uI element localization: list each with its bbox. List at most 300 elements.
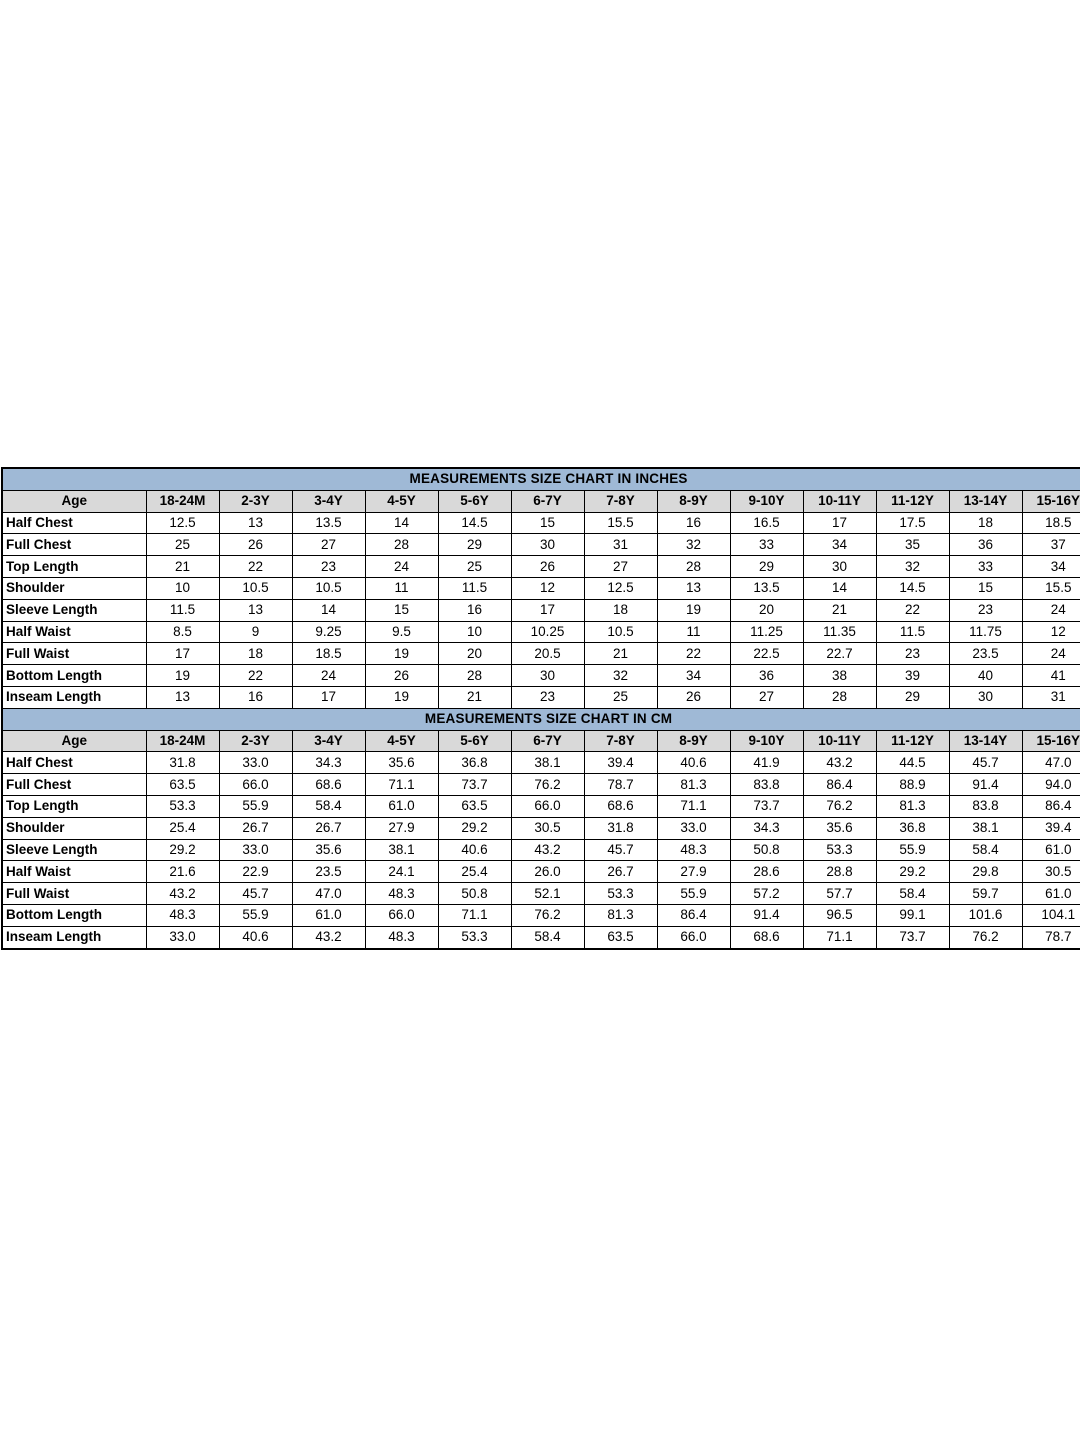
- age-header-row-cm: [2, 730, 1080, 752]
- measurement-value: 27.9: [365, 817, 438, 839]
- age-column-header: 11-12Y: [876, 490, 949, 512]
- measurement-value: 25.4: [438, 861, 511, 883]
- measurement-label: Half Chest: [2, 752, 146, 774]
- measurement-value: 101.6: [949, 904, 1022, 926]
- measurement-value: 68.6: [292, 774, 365, 796]
- measurement-value: 20: [438, 643, 511, 665]
- table-row: [2, 883, 1080, 905]
- measurement-value: 40.6: [657, 752, 730, 774]
- measurement-value: 31: [584, 534, 657, 556]
- measurement-value: 14.5: [876, 577, 949, 599]
- measurement-value: 61.0: [1022, 839, 1080, 861]
- measurement-label: Full Chest: [2, 774, 146, 796]
- measurement-value: 83.8: [730, 774, 803, 796]
- measurement-value: 33: [730, 534, 803, 556]
- measurement-value: 19: [146, 665, 219, 687]
- measurement-value: 66.0: [219, 774, 292, 796]
- measurement-value: 30: [803, 556, 876, 578]
- age-column-header: 5-6Y: [438, 490, 511, 512]
- measurement-value: 55.9: [657, 883, 730, 905]
- measurement-value: 27: [730, 686, 803, 708]
- measurement-value: 17: [511, 599, 584, 621]
- size-chart-body: [2, 468, 1080, 949]
- age-header-label: Age: [2, 490, 146, 512]
- age-header-row-inches: [2, 490, 1080, 512]
- measurement-value: 86.4: [1022, 795, 1080, 817]
- measurement-value: 21: [803, 599, 876, 621]
- measurement-value: 71.1: [657, 795, 730, 817]
- age-column-header: 7-8Y: [584, 730, 657, 752]
- measurement-value: 10.5: [292, 577, 365, 599]
- measurement-value: 13: [219, 512, 292, 534]
- measurement-value: 81.3: [657, 774, 730, 796]
- measurement-value: 13.5: [292, 512, 365, 534]
- measurement-value: 11.5: [438, 577, 511, 599]
- measurement-value: 76.2: [511, 904, 584, 926]
- size-chart: [1, 467, 1078, 950]
- measurement-value: 15: [949, 577, 1022, 599]
- measurement-value: 23: [949, 599, 1022, 621]
- measurement-value: 86.4: [803, 774, 876, 796]
- measurement-value: 71.1: [438, 904, 511, 926]
- measurement-value: 27.9: [657, 861, 730, 883]
- measurement-value: 39.4: [1022, 817, 1080, 839]
- measurement-value: 25: [146, 534, 219, 556]
- measurement-value: 21: [146, 556, 219, 578]
- measurement-value: 28.8: [803, 861, 876, 883]
- measurement-value: 11: [365, 577, 438, 599]
- measurement-value: 104.1: [1022, 904, 1080, 926]
- measurement-value: 30: [949, 686, 1022, 708]
- age-column-header: 13-14Y: [949, 730, 1022, 752]
- measurement-value: 11: [657, 621, 730, 643]
- measurement-value: 29: [730, 556, 803, 578]
- measurement-value: 28.6: [730, 861, 803, 883]
- measurement-value: 45.7: [219, 883, 292, 905]
- measurement-value: 91.4: [949, 774, 1022, 796]
- measurement-value: 38: [803, 665, 876, 687]
- measurement-value: 81.3: [876, 795, 949, 817]
- measurement-value: 96.5: [803, 904, 876, 926]
- measurement-value: 14: [292, 599, 365, 621]
- measurement-value: 11.35: [803, 621, 876, 643]
- measurement-value: 10: [438, 621, 511, 643]
- measurement-label: Bottom Length: [2, 665, 146, 687]
- table-row: [2, 599, 1080, 621]
- measurement-value: 21: [438, 686, 511, 708]
- measurement-value: 53.3: [584, 883, 657, 905]
- measurement-label: Sleeve Length: [2, 599, 146, 621]
- measurement-label: Full Chest: [2, 534, 146, 556]
- measurement-value: 61.0: [1022, 883, 1080, 905]
- measurement-value: 13: [146, 686, 219, 708]
- measurement-value: 33.0: [219, 839, 292, 861]
- measurement-value: 32: [657, 534, 730, 556]
- measurement-value: 22: [219, 665, 292, 687]
- age-column-header: 2-3Y: [219, 490, 292, 512]
- measurement-value: 34.3: [292, 752, 365, 774]
- measurement-value: 18.5: [292, 643, 365, 665]
- table-row: [2, 817, 1080, 839]
- measurement-value: 76.2: [803, 795, 876, 817]
- measurement-label: Half Waist: [2, 861, 146, 883]
- measurement-value: 29.2: [876, 861, 949, 883]
- measurement-value: 50.8: [730, 839, 803, 861]
- measurement-value: 53.3: [146, 795, 219, 817]
- measurement-value: 26.0: [511, 861, 584, 883]
- measurement-value: 43.2: [803, 752, 876, 774]
- measurement-value: 45.7: [949, 752, 1022, 774]
- measurement-value: 17: [803, 512, 876, 534]
- measurement-value: 63.5: [438, 795, 511, 817]
- measurement-value: 63.5: [584, 926, 657, 948]
- measurement-value: 86.4: [657, 904, 730, 926]
- measurement-value: 19: [657, 599, 730, 621]
- measurement-value: 26: [511, 556, 584, 578]
- measurement-value: 16: [438, 599, 511, 621]
- measurement-value: 14: [803, 577, 876, 599]
- measurement-value: 11.5: [876, 621, 949, 643]
- table-row: [2, 752, 1080, 774]
- measurement-value: 33: [949, 556, 1022, 578]
- age-column-header: 4-5Y: [365, 490, 438, 512]
- measurement-value: 99.1: [876, 904, 949, 926]
- measurement-value: 16: [219, 686, 292, 708]
- chart-title-inches: MEASUREMENTS SIZE CHART IN INCHES: [2, 468, 1080, 490]
- measurement-value: 25: [584, 686, 657, 708]
- age-column-header: 7-8Y: [584, 490, 657, 512]
- measurement-label: Sleeve Length: [2, 839, 146, 861]
- measurement-value: 19: [365, 686, 438, 708]
- measurement-value: 12: [1022, 621, 1080, 643]
- measurement-value: 22: [876, 599, 949, 621]
- measurement-value: 81.3: [584, 904, 657, 926]
- age-column-header: 3-4Y: [292, 730, 365, 752]
- measurement-value: 11.25: [730, 621, 803, 643]
- age-column-header: 11-12Y: [876, 730, 949, 752]
- measurement-value: 11.75: [949, 621, 1022, 643]
- measurement-value: 48.3: [365, 883, 438, 905]
- measurement-value: 35.6: [803, 817, 876, 839]
- measurement-value: 39.4: [584, 752, 657, 774]
- measurement-value: 53.3: [438, 926, 511, 948]
- chart-title-cm: MEASUREMENTS SIZE CHART IN CM: [2, 708, 1080, 730]
- measurement-value: 19: [365, 643, 438, 665]
- measurement-value: 17: [292, 686, 365, 708]
- measurement-value: 57.2: [730, 883, 803, 905]
- measurement-value: 34: [657, 665, 730, 687]
- measurement-value: 71.1: [803, 926, 876, 948]
- measurement-label: Full Waist: [2, 883, 146, 905]
- age-column-header: 18-24M: [146, 730, 219, 752]
- measurement-value: 26: [657, 686, 730, 708]
- table-row: [2, 665, 1080, 687]
- age-column-header: 10-11Y: [803, 490, 876, 512]
- measurement-value: 43.2: [146, 883, 219, 905]
- table-row: [2, 904, 1080, 926]
- measurement-value: 59.7: [949, 883, 1022, 905]
- table-row: [2, 926, 1080, 948]
- age-column-header: 9-10Y: [730, 490, 803, 512]
- measurement-value: 29.2: [438, 817, 511, 839]
- age-column-header: 10-11Y: [803, 730, 876, 752]
- measurement-value: 33.0: [146, 926, 219, 948]
- measurement-value: 27: [584, 556, 657, 578]
- measurement-value: 14.5: [438, 512, 511, 534]
- measurement-value: 23.5: [292, 861, 365, 883]
- measurement-value: 13: [657, 577, 730, 599]
- measurement-value: 13: [219, 599, 292, 621]
- measurement-value: 31.8: [584, 817, 657, 839]
- measurement-value: 58.4: [511, 926, 584, 948]
- measurement-value: 83.8: [949, 795, 1022, 817]
- measurement-value: 45.7: [584, 839, 657, 861]
- measurement-value: 17: [146, 643, 219, 665]
- measurement-value: 61.0: [292, 904, 365, 926]
- table-row: [2, 686, 1080, 708]
- measurement-value: 39: [876, 665, 949, 687]
- measurement-value: 66.0: [657, 926, 730, 948]
- measurement-value: 34: [1022, 556, 1080, 578]
- measurement-value: 26.7: [292, 817, 365, 839]
- age-column-header: 9-10Y: [730, 730, 803, 752]
- table-row: [2, 512, 1080, 534]
- measurement-label: Inseam Length: [2, 686, 146, 708]
- measurement-value: 40: [949, 665, 1022, 687]
- measurement-value: 26: [219, 534, 292, 556]
- measurement-value: 34.3: [730, 817, 803, 839]
- age-column-header: 5-6Y: [438, 730, 511, 752]
- measurement-value: 35: [876, 534, 949, 556]
- measurement-value: 38.1: [511, 752, 584, 774]
- table-row: [2, 643, 1080, 665]
- measurement-value: 73.7: [876, 926, 949, 948]
- measurement-value: 26.7: [219, 817, 292, 839]
- measurement-value: 30: [511, 534, 584, 556]
- measurement-value: 57.7: [803, 883, 876, 905]
- measurement-value: 28: [438, 665, 511, 687]
- measurement-value: 78.7: [584, 774, 657, 796]
- measurement-value: 66.0: [365, 904, 438, 926]
- measurement-value: 18: [219, 643, 292, 665]
- measurement-value: 44.5: [876, 752, 949, 774]
- measurement-value: 24: [292, 665, 365, 687]
- measurement-value: 28: [803, 686, 876, 708]
- measurement-label: Shoulder: [2, 817, 146, 839]
- measurement-value: 22.5: [730, 643, 803, 665]
- measurement-value: 21.6: [146, 861, 219, 883]
- measurement-value: 29: [876, 686, 949, 708]
- measurement-value: 36.8: [438, 752, 511, 774]
- measurement-value: 36: [730, 665, 803, 687]
- measurement-value: 29.8: [949, 861, 1022, 883]
- measurement-value: 27: [292, 534, 365, 556]
- measurement-value: 73.7: [438, 774, 511, 796]
- measurement-value: 58.4: [949, 839, 1022, 861]
- measurement-value: 73.7: [730, 795, 803, 817]
- measurement-value: 24: [1022, 643, 1080, 665]
- measurement-value: 10.5: [219, 577, 292, 599]
- size-chart-table: [1, 467, 1080, 950]
- measurement-value: 36.8: [876, 817, 949, 839]
- measurement-value: 34: [803, 534, 876, 556]
- measurement-value: 58.4: [292, 795, 365, 817]
- measurement-value: 31.8: [146, 752, 219, 774]
- age-column-header: 13-14Y: [949, 490, 1022, 512]
- measurement-value: 22: [657, 643, 730, 665]
- measurement-value: 24: [1022, 599, 1080, 621]
- measurement-value: 35.6: [365, 752, 438, 774]
- measurement-value: 23: [292, 556, 365, 578]
- measurement-value: 76.2: [949, 926, 1022, 948]
- measurement-value: 88.9: [876, 774, 949, 796]
- chart-title-row-cm: [2, 708, 1080, 730]
- measurement-value: 32: [584, 665, 657, 687]
- measurement-value: 15: [365, 599, 438, 621]
- measurement-value: 78.7: [1022, 926, 1080, 948]
- table-row: [2, 839, 1080, 861]
- measurement-value: 17.5: [876, 512, 949, 534]
- measurement-value: 25: [438, 556, 511, 578]
- measurement-value: 63.5: [146, 774, 219, 796]
- age-column-header: 15-16Y: [1022, 490, 1080, 512]
- measurement-value: 10: [146, 577, 219, 599]
- measurement-value: 55.9: [876, 839, 949, 861]
- table-row: [2, 795, 1080, 817]
- table-row: [2, 861, 1080, 883]
- measurement-value: 41: [1022, 665, 1080, 687]
- measurement-value: 15: [511, 512, 584, 534]
- age-column-header: 8-9Y: [657, 490, 730, 512]
- measurement-value: 68.6: [730, 926, 803, 948]
- measurement-value: 8.5: [146, 621, 219, 643]
- measurement-value: 48.3: [146, 904, 219, 926]
- measurement-value: 30.5: [511, 817, 584, 839]
- measurement-value: 10.5: [584, 621, 657, 643]
- measurement-value: 55.9: [219, 795, 292, 817]
- measurement-value: 55.9: [219, 904, 292, 926]
- measurement-value: 16.5: [730, 512, 803, 534]
- table-row: [2, 621, 1080, 643]
- measurement-label: Half Waist: [2, 621, 146, 643]
- measurement-value: 40.6: [438, 839, 511, 861]
- measurement-value: 26.7: [584, 861, 657, 883]
- measurement-value: 31: [1022, 686, 1080, 708]
- measurement-value: 13.5: [730, 577, 803, 599]
- measurement-value: 43.2: [292, 926, 365, 948]
- measurement-value: 12: [511, 577, 584, 599]
- measurement-value: 20: [730, 599, 803, 621]
- measurement-value: 22.9: [219, 861, 292, 883]
- measurement-value: 71.1: [365, 774, 438, 796]
- age-column-header: 4-5Y: [365, 730, 438, 752]
- measurement-value: 23: [876, 643, 949, 665]
- measurement-value: 36: [949, 534, 1022, 556]
- measurement-value: 40.6: [219, 926, 292, 948]
- measurement-value: 29.2: [146, 839, 219, 861]
- age-column-header: 8-9Y: [657, 730, 730, 752]
- measurement-value: 23: [511, 686, 584, 708]
- measurement-value: 41.9: [730, 752, 803, 774]
- measurement-value: 24.1: [365, 861, 438, 883]
- age-column-header: 15-16Y: [1022, 730, 1080, 752]
- measurement-value: 53.3: [803, 839, 876, 861]
- age-column-header: 3-4Y: [292, 490, 365, 512]
- measurement-label: Shoulder: [2, 577, 146, 599]
- measurement-value: 50.8: [438, 883, 511, 905]
- measurement-value: 24: [365, 556, 438, 578]
- measurement-value: 58.4: [876, 883, 949, 905]
- measurement-value: 28: [365, 534, 438, 556]
- table-row: [2, 534, 1080, 556]
- measurement-label: Top Length: [2, 795, 146, 817]
- measurement-value: 9.5: [365, 621, 438, 643]
- measurement-value: 33.0: [219, 752, 292, 774]
- measurement-value: 21: [584, 643, 657, 665]
- measurement-value: 15.5: [584, 512, 657, 534]
- measurement-value: 25.4: [146, 817, 219, 839]
- age-header-label: Age: [2, 730, 146, 752]
- chart-title-row-inches: [2, 468, 1080, 490]
- measurement-value: 22: [219, 556, 292, 578]
- measurement-value: 48.3: [657, 839, 730, 861]
- measurement-label: Inseam Length: [2, 926, 146, 948]
- measurement-value: 11.5: [146, 599, 219, 621]
- measurement-value: 32: [876, 556, 949, 578]
- measurement-value: 68.6: [584, 795, 657, 817]
- measurement-label: Top Length: [2, 556, 146, 578]
- measurement-value: 18: [949, 512, 1022, 534]
- measurement-value: 10.25: [511, 621, 584, 643]
- age-column-header: 6-7Y: [511, 730, 584, 752]
- measurement-value: 91.4: [730, 904, 803, 926]
- measurement-value: 15.5: [1022, 577, 1080, 599]
- measurement-value: 9: [219, 621, 292, 643]
- measurement-value: 12.5: [146, 512, 219, 534]
- measurement-value: 20.5: [511, 643, 584, 665]
- measurement-value: 18: [584, 599, 657, 621]
- age-column-header: 18-24M: [146, 490, 219, 512]
- measurement-value: 18.5: [1022, 512, 1080, 534]
- measurement-value: 37: [1022, 534, 1080, 556]
- measurement-value: 33.0: [657, 817, 730, 839]
- measurement-value: 22.7: [803, 643, 876, 665]
- measurement-value: 30: [511, 665, 584, 687]
- table-row: [2, 577, 1080, 599]
- measurement-value: 9.25: [292, 621, 365, 643]
- measurement-label: Half Chest: [2, 512, 146, 534]
- measurement-value: 16: [657, 512, 730, 534]
- measurement-value: 76.2: [511, 774, 584, 796]
- measurement-value: 30.5: [1022, 861, 1080, 883]
- measurement-value: 14: [365, 512, 438, 534]
- measurement-value: 94.0: [1022, 774, 1080, 796]
- measurement-value: 38.1: [365, 839, 438, 861]
- measurement-value: 38.1: [949, 817, 1022, 839]
- table-row: [2, 556, 1080, 578]
- measurement-value: 66.0: [511, 795, 584, 817]
- measurement-value: 61.0: [365, 795, 438, 817]
- age-column-header: 2-3Y: [219, 730, 292, 752]
- measurement-value: 47.0: [1022, 752, 1080, 774]
- measurement-value: 28: [657, 556, 730, 578]
- age-column-header: 6-7Y: [511, 490, 584, 512]
- measurement-label: Full Waist: [2, 643, 146, 665]
- measurement-value: 29: [438, 534, 511, 556]
- measurement-value: 23.5: [949, 643, 1022, 665]
- measurement-value: 52.1: [511, 883, 584, 905]
- measurement-value: 26: [365, 665, 438, 687]
